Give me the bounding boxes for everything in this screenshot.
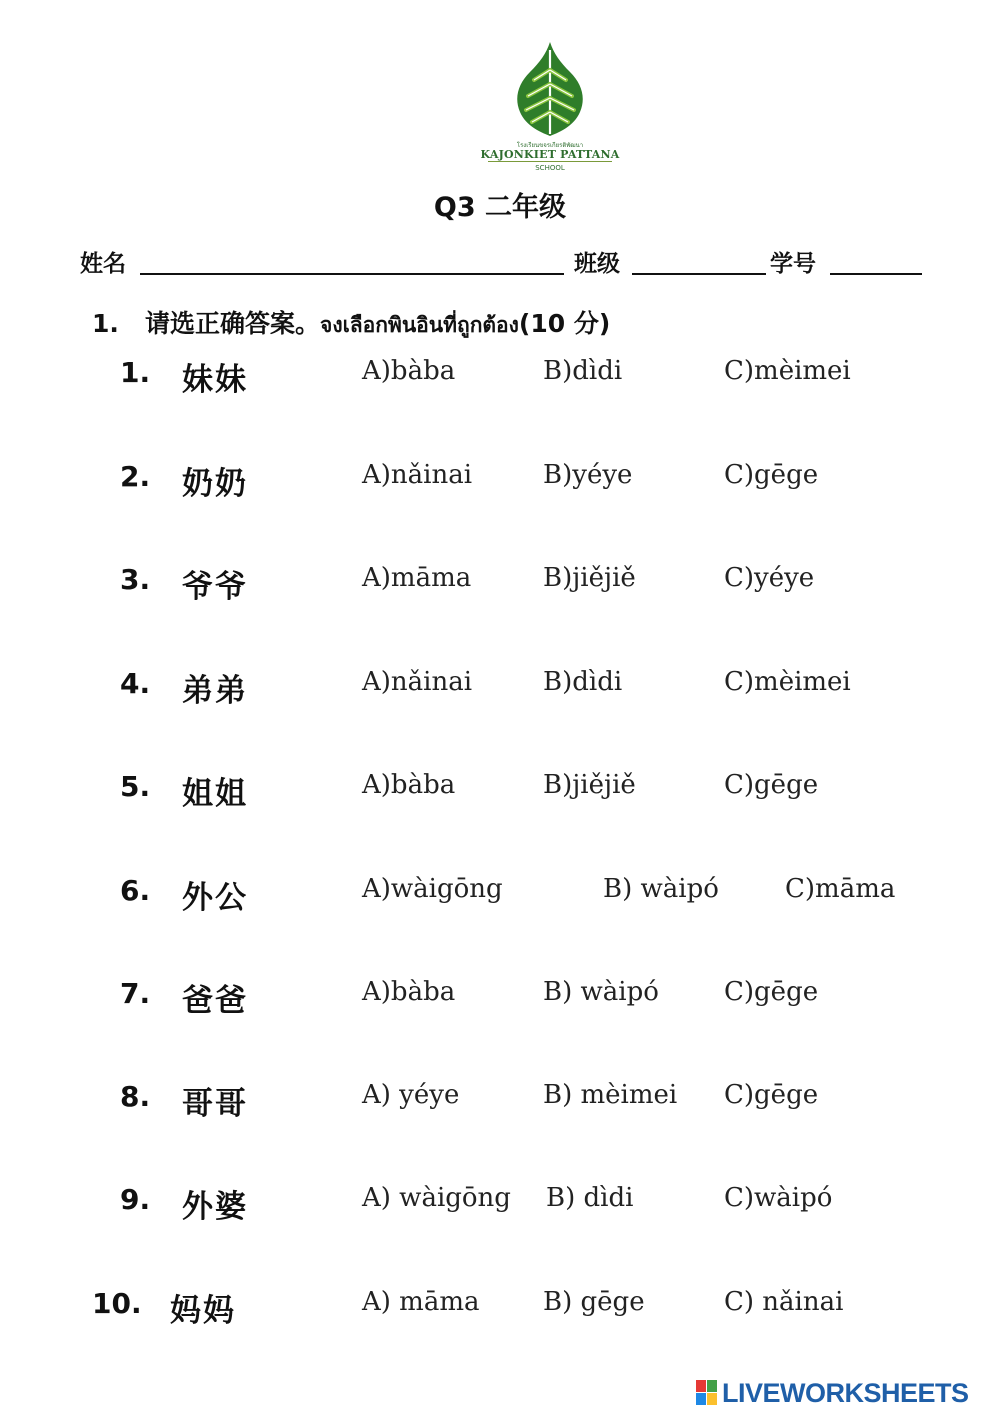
question-row bbox=[0, 667, 1000, 711]
question-number: 9. bbox=[120, 1183, 151, 1216]
liveworksheets-brand: LIVEWORKSHEETS bbox=[722, 1378, 969, 1408]
option-a[interactable]: A)bàba bbox=[362, 356, 456, 386]
option-b[interactable]: B)jiějiě bbox=[543, 563, 636, 593]
question-word: 外公 bbox=[182, 880, 248, 916]
question-row bbox=[0, 460, 1000, 504]
worksheet-title: Q3 二年级 bbox=[433, 192, 567, 223]
option-a[interactable]: A)māma bbox=[362, 563, 472, 593]
option-a[interactable]: A)bàba bbox=[362, 770, 456, 800]
option-b[interactable]: B) gēge bbox=[543, 1287, 645, 1317]
question-number: 7. bbox=[120, 977, 151, 1010]
instruction-chinese: 请选正确答案。 bbox=[145, 309, 321, 338]
question-row bbox=[0, 770, 1000, 814]
question-word: 姐姐 bbox=[182, 776, 248, 812]
option-b[interactable]: B)dìdi bbox=[543, 667, 623, 697]
student-info-row bbox=[80, 245, 922, 279]
option-b[interactable]: B) dìdi bbox=[546, 1183, 634, 1213]
school-name: KAJONKIET PATTANA bbox=[480, 148, 620, 161]
section-number: 1. bbox=[92, 309, 119, 338]
option-b[interactable]: B)dìdi bbox=[543, 356, 623, 386]
section-points: (10 分) bbox=[518, 309, 611, 338]
option-a[interactable]: A) yéye bbox=[362, 1080, 460, 1110]
question-row bbox=[0, 874, 1000, 918]
option-b[interactable]: B)yéye bbox=[543, 460, 633, 490]
option-c[interactable]: C)yéye bbox=[724, 563, 815, 593]
instruction-thai: จงเลือกพินอินที่ถูกต้อง bbox=[320, 313, 519, 337]
option-c[interactable]: C)gēge bbox=[724, 1080, 819, 1110]
option-b[interactable]: B) wàipó bbox=[603, 874, 719, 904]
question-number: 1. bbox=[120, 356, 151, 389]
name-blank[interactable] bbox=[140, 273, 564, 275]
option-b[interactable]: B) mèimei bbox=[543, 1080, 678, 1110]
class-label: 班级 bbox=[574, 251, 620, 277]
question-word: 弟弟 bbox=[182, 673, 248, 709]
question-row bbox=[0, 563, 1000, 607]
option-c[interactable]: C) nǎinai bbox=[724, 1287, 844, 1317]
question-word: 奶奶 bbox=[182, 466, 248, 502]
option-a[interactable]: A)nǎinai bbox=[362, 667, 473, 697]
question-word: 爸爸 bbox=[182, 983, 248, 1019]
logo-divider bbox=[488, 161, 612, 162]
question-number: 8. bbox=[120, 1080, 151, 1113]
question-number: 6. bbox=[120, 874, 151, 907]
option-a[interactable]: A) wàigōng bbox=[362, 1183, 511, 1213]
question-row bbox=[0, 977, 1000, 1021]
question-row bbox=[0, 1287, 1000, 1331]
question-row bbox=[0, 356, 1000, 400]
option-a[interactable]: A)wàigōng bbox=[362, 874, 503, 904]
option-c[interactable]: C)gēge bbox=[724, 460, 819, 490]
option-c[interactable]: C)māma bbox=[785, 874, 896, 904]
question-number: 10. bbox=[92, 1287, 142, 1320]
question-number: 2. bbox=[120, 460, 151, 493]
option-a[interactable]: A)nǎinai bbox=[362, 460, 473, 490]
question-word: 妹妹 bbox=[182, 362, 248, 398]
school-thai-name: โรงเรียนขจรเกียรติพัฒนา bbox=[516, 142, 584, 149]
class-blank[interactable] bbox=[632, 273, 766, 275]
liveworksheets-badge-icon bbox=[696, 1380, 718, 1406]
bodhi-leaf-icon bbox=[510, 40, 590, 140]
question-row bbox=[0, 1080, 1000, 1124]
school-logo bbox=[470, 40, 630, 175]
liveworksheets-logo bbox=[696, 1378, 996, 1408]
name-label: 姓名 bbox=[80, 251, 126, 277]
option-b[interactable]: B) wàipó bbox=[543, 977, 659, 1007]
option-c[interactable]: C)mèimei bbox=[724, 356, 851, 386]
option-a[interactable]: A)bàba bbox=[362, 977, 456, 1007]
school-subtitle: SCHOOL bbox=[535, 164, 565, 172]
question-number: 4. bbox=[120, 667, 151, 700]
option-c[interactable]: C)gēge bbox=[724, 770, 819, 800]
question-word: 爷爷 bbox=[182, 569, 248, 605]
option-a[interactable]: A) māma bbox=[362, 1287, 480, 1317]
section-instruction bbox=[92, 304, 610, 342]
question-word: 外婆 bbox=[182, 1189, 248, 1225]
option-c[interactable]: C)mèimei bbox=[724, 667, 851, 697]
option-b[interactable]: B)jiějiě bbox=[543, 770, 636, 800]
question-word: 哥哥 bbox=[182, 1086, 248, 1122]
option-c[interactable]: C)gēge bbox=[724, 977, 819, 1007]
question-row bbox=[0, 1183, 1000, 1227]
question-number: 3. bbox=[120, 563, 151, 596]
number-blank[interactable] bbox=[830, 273, 922, 275]
question-number: 5. bbox=[120, 770, 151, 803]
number-label: 学号 bbox=[770, 251, 816, 277]
option-c[interactable]: C)wàipó bbox=[724, 1183, 833, 1213]
question-word: 妈妈 bbox=[170, 1293, 236, 1329]
